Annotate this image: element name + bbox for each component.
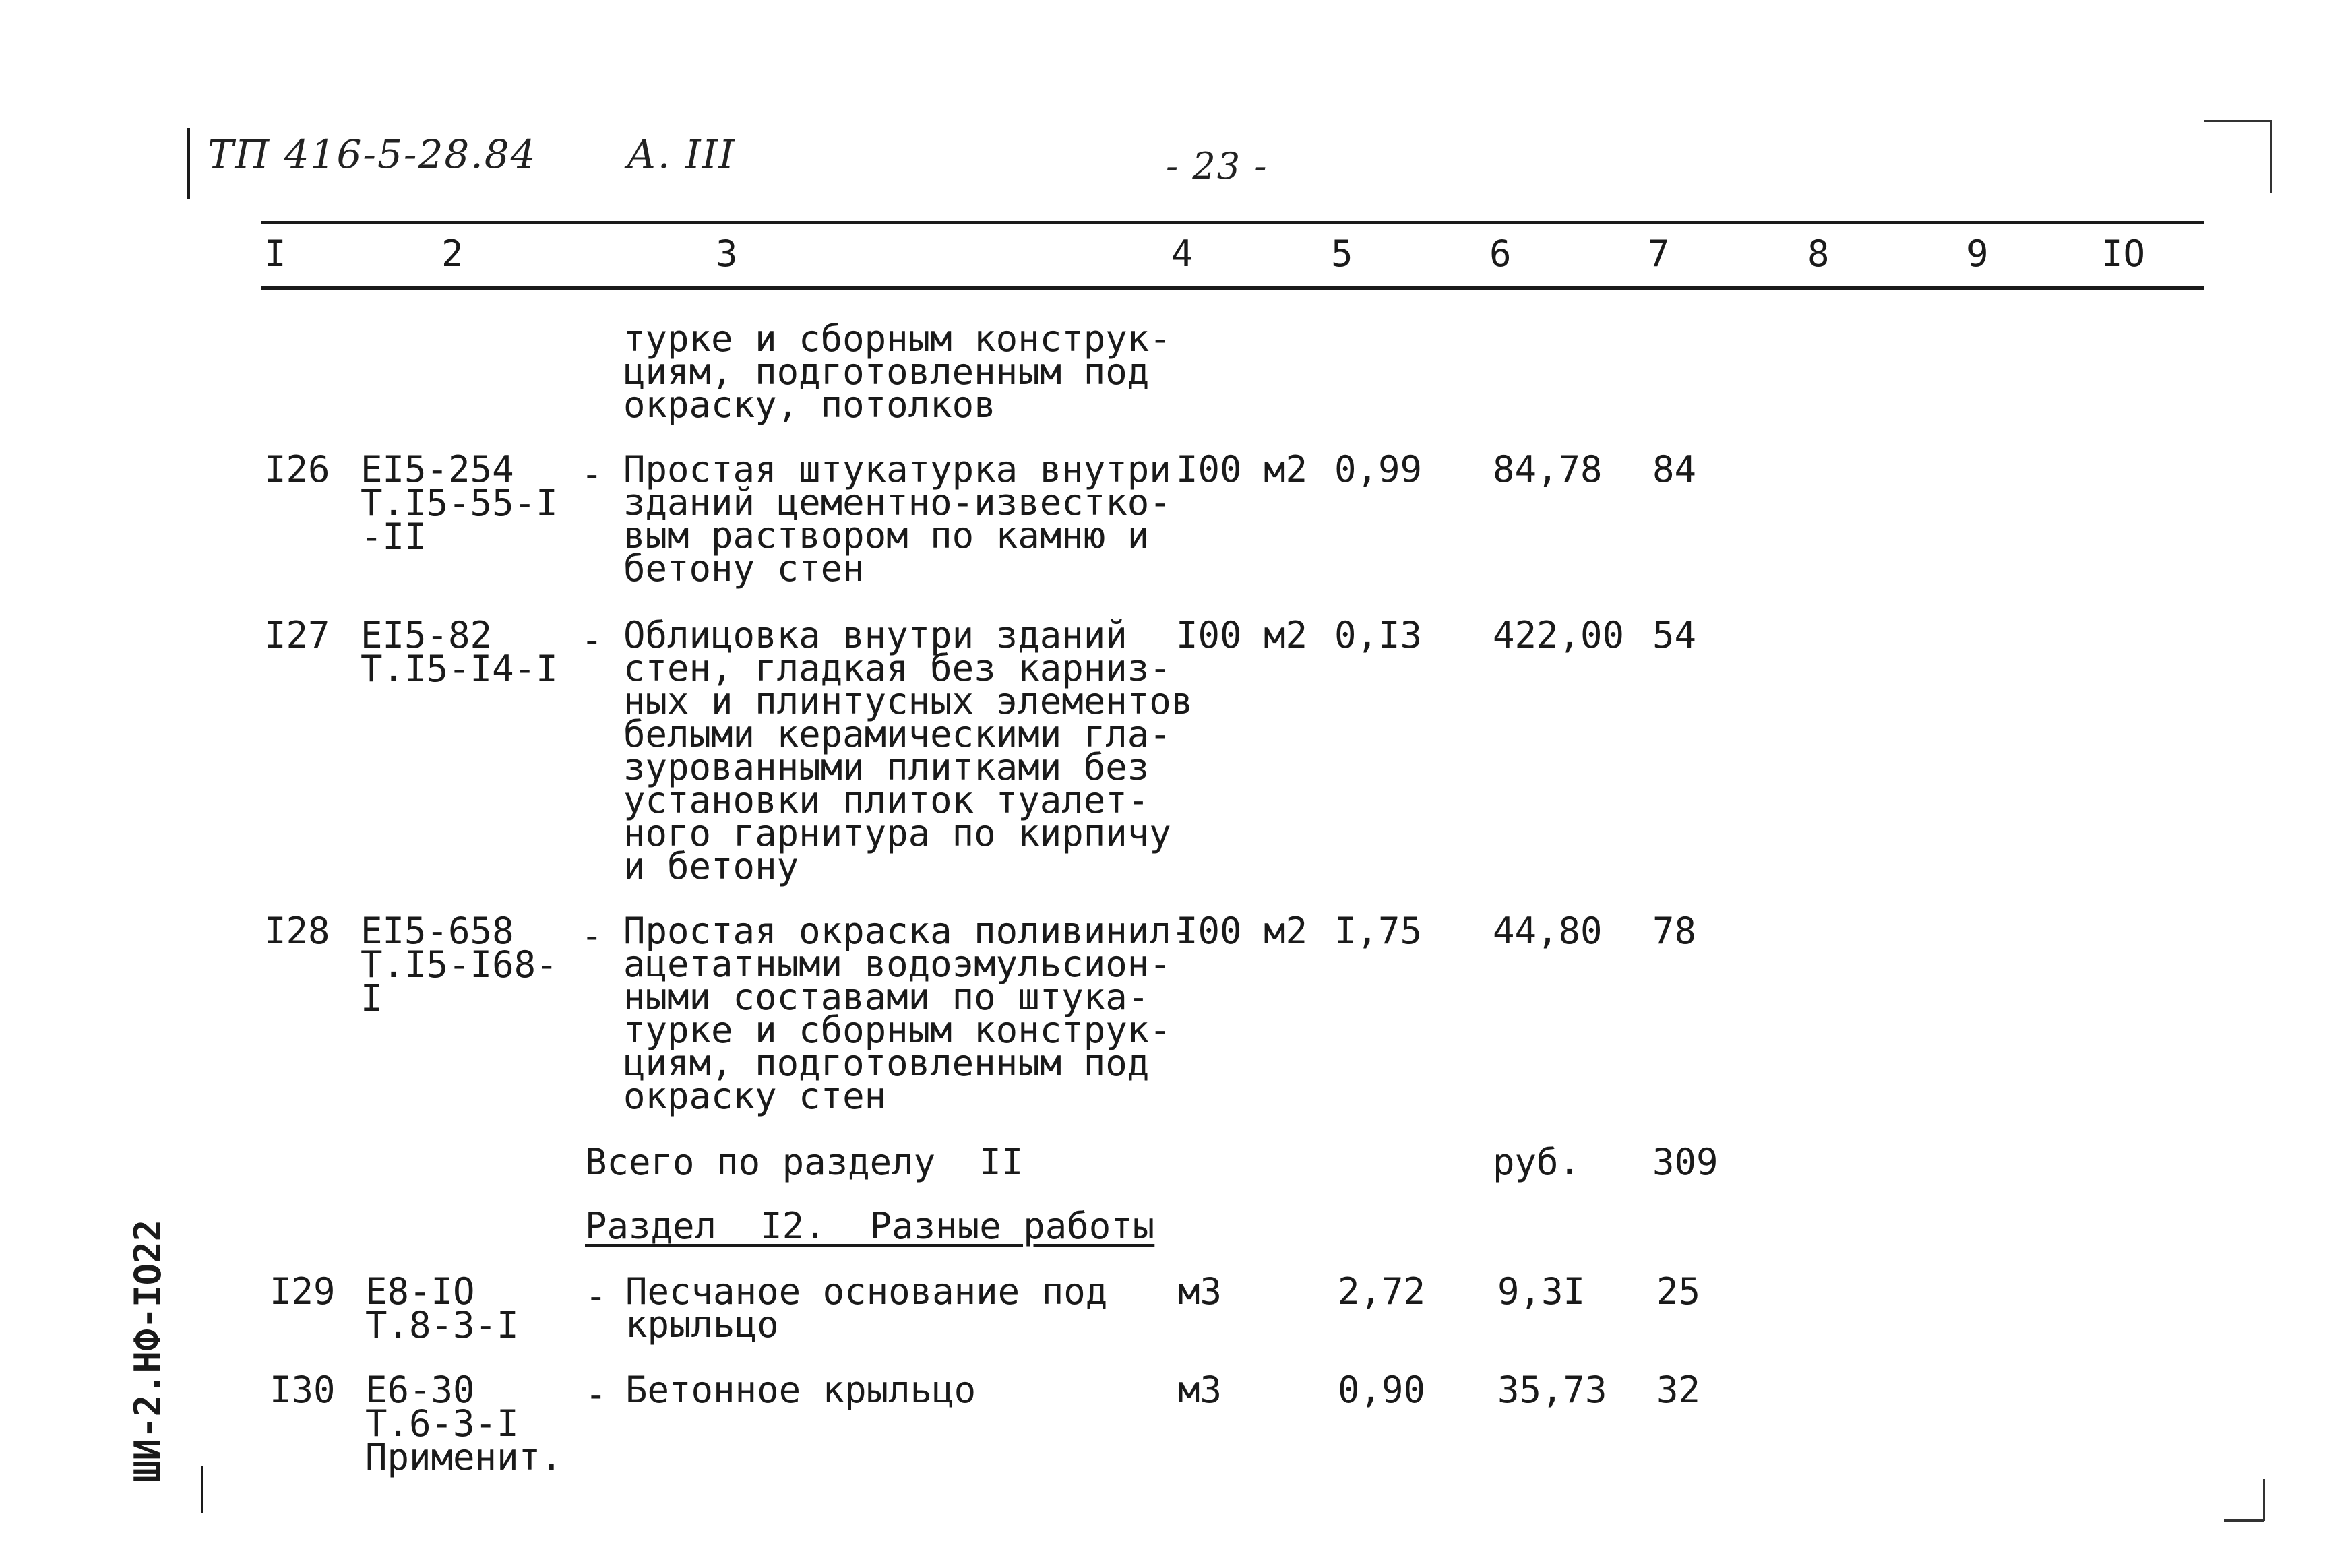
header-top-rule	[261, 221, 2204, 224]
top-right-corner-mark-v	[2270, 120, 2272, 193]
row-unit: м3	[1178, 1270, 1222, 1313]
row-number: I26	[264, 448, 330, 491]
row-unit: I00 м2	[1176, 614, 1308, 656]
row-description: Простая штукатурка внутри зданий цементно-известко- вым раствором по камню и бетону стен	[623, 448, 1171, 590]
row-cost: 54	[1652, 614, 1697, 656]
bottom-left-margin-line	[201, 1466, 203, 1513]
row-codes: E8-IO Т.8-3-I	[365, 1270, 519, 1346]
column-number-10: IO	[2101, 232, 2146, 275]
row-number: I27	[264, 614, 330, 656]
row-description: Облицовка внутри зданий стен, гладкая без карниз- ных и плинтусных элементов белыми керамическими гла- зурованными плитками без установки плиток туалет- ного гарнитура по кирпичу и бетону	[623, 614, 1194, 887]
bottom-right-corner-mark-v	[2263, 1479, 2265, 1521]
subtotal-label: Всего по разделу II	[585, 1141, 1024, 1183]
row-dash: -	[581, 619, 603, 661]
row-unit-price: 44,80	[1493, 910, 1603, 952]
row-codes: EI5-658 Т.I5-I68- I	[361, 910, 558, 1020]
row-unit-price: 9,3I	[1497, 1270, 1586, 1313]
column-number-9: 9	[1966, 232, 1989, 275]
column-number-5: 5	[1331, 232, 1353, 275]
row-unit: I00 м2	[1176, 910, 1308, 952]
side-stamp: ШИ-2.НФ-IO22	[127, 1219, 169, 1482]
row-dash: -	[585, 1275, 607, 1317]
top-right-corner-mark-h	[2204, 120, 2271, 122]
row-quantity: 0,90	[1338, 1369, 1426, 1411]
row-quantity: 0,99	[1334, 448, 1423, 491]
row-cost: 25	[1656, 1270, 1701, 1313]
row-dash: -	[581, 914, 603, 957]
row-unit: I00 м2	[1176, 448, 1308, 491]
row-codes: EI5-82 Т.I5-I4-I	[361, 614, 558, 690]
row-cost: 78	[1652, 910, 1697, 952]
row-dash: -	[585, 1373, 607, 1416]
column-number-8: 8	[1807, 232, 1830, 275]
page-number: - 23 -	[1166, 145, 1268, 187]
subtotal-value: 309	[1652, 1141, 1718, 1183]
column-number-1: I	[264, 232, 286, 275]
album-number: А. III	[627, 131, 736, 177]
row-cost: 32	[1656, 1369, 1701, 1411]
row-description: Простая окраска поливинил- ацетатными водоэмульсион- ными составами по штука- турке и сборным конструк- циям, подготовленным под окраску стен	[623, 910, 1194, 1117]
row-quantity: I,75	[1334, 910, 1423, 952]
row-cost: 84	[1652, 448, 1697, 491]
row-quantity: 0,I3	[1334, 614, 1423, 656]
row-quantity: 2,72	[1338, 1270, 1426, 1313]
document-code: ТП 416-5-28.84	[208, 131, 537, 177]
continuation-description: турке и сборным конструк- циям, подготовленным под окраску, потолков	[623, 317, 1171, 426]
column-number-3: 3	[716, 232, 738, 275]
left-margin-line	[187, 128, 190, 199]
row-description: Бетонное крыльцо	[625, 1369, 976, 1411]
row-unit-price: 422,00	[1493, 614, 1625, 656]
header-bottom-rule	[261, 286, 2204, 290]
row-codes: EI5-254 Т.I5-55-I -II	[361, 448, 558, 558]
column-number-2: 2	[441, 232, 464, 275]
row-dash: -	[581, 453, 603, 495]
row-number: I28	[264, 910, 330, 952]
bottom-right-corner-mark-h	[2224, 1519, 2264, 1522]
section-title: Раздел I2. Разные работы	[585, 1205, 1155, 1247]
row-codes: E6-30 Т.6-3-I Применит.	[365, 1369, 563, 1478]
row-unit-price: 84,78	[1493, 448, 1603, 491]
row-unit-price: 35,73	[1497, 1369, 1607, 1411]
row-description: Песчаное основание под крыльцо	[625, 1270, 1108, 1346]
subtotal-unit: руб.	[1493, 1141, 1581, 1183]
row-number: I30	[270, 1369, 336, 1411]
row-number: I29	[270, 1270, 336, 1313]
column-number-4: 4	[1171, 232, 1194, 275]
column-number-6: 6	[1489, 232, 1512, 275]
column-number-7: 7	[1648, 232, 1670, 275]
row-unit: м3	[1178, 1369, 1222, 1411]
